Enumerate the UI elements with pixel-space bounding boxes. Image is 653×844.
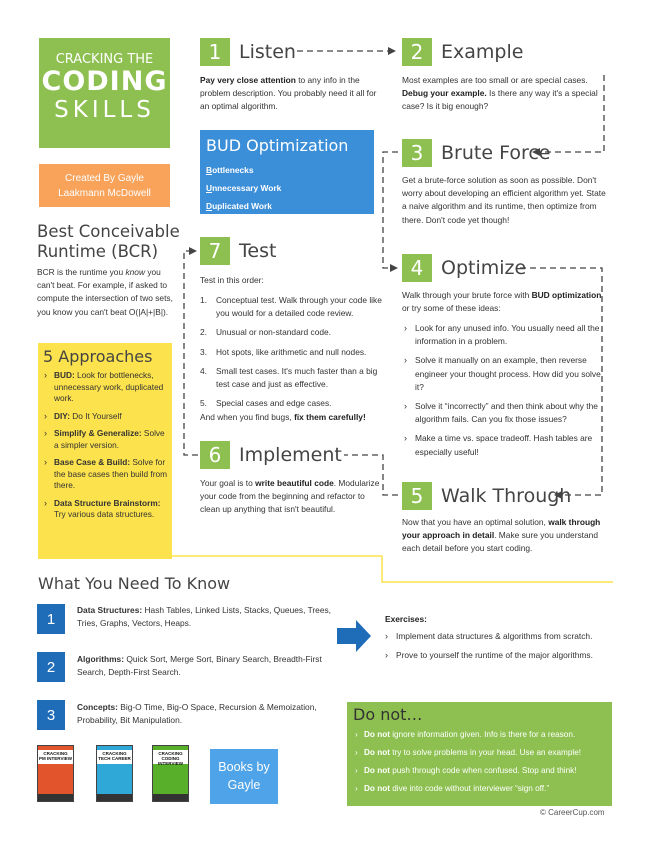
approach-item: › Simplify & Generalize: Solve a simpler version. bbox=[43, 428, 167, 451]
know-2-number: 2 bbox=[37, 652, 65, 682]
know-1-number: 1 bbox=[37, 604, 65, 634]
step-3-text: Get a brute-force solution as soon as possible. Don't worry about developing an efficient algorithm yet. State a naive algorithm and its runtime, then optimize from there. Don't code yet though! bbox=[402, 175, 606, 225]
do-not-item: › Do not ignore information given. Info is there for a reason. bbox=[353, 729, 606, 740]
do-not-item: › Do not try to solve problems in your head. Use an example! bbox=[353, 747, 606, 758]
test-list bbox=[200, 294, 382, 416]
created-by-badge bbox=[39, 164, 170, 207]
optimize-item: › Make a time vs. space tradeoff. Hash tables are especially useful! bbox=[402, 432, 607, 458]
logo-line3: SKILLS bbox=[54, 97, 155, 123]
exercises-arrow bbox=[337, 620, 371, 652]
optimize-item: › Solve it “incorrectly” and then think about why the algorithm fails. Can you fix those issues? bbox=[402, 400, 607, 426]
bud-title: BUD Optimization bbox=[206, 136, 349, 155]
step-1-text: Pay very close attention to any info in the problem description. You probably need it all for an optimal algorithm. bbox=[200, 75, 377, 112]
step-4-number: 4 bbox=[402, 254, 432, 282]
step-4-intro: Walk through your brute force with BUD optimization or try some of these ideas: bbox=[402, 290, 602, 314]
do-not-item: › Do not dive into code without interviewer “sign off.” bbox=[353, 783, 606, 794]
step-2-title: Example bbox=[441, 41, 524, 63]
created-by-line1: Created By Gayle bbox=[65, 173, 144, 184]
exercise-item: › Implement data structures & algorithms from scratch. bbox=[383, 630, 613, 643]
copyright: © CareerCup.com bbox=[540, 808, 605, 817]
approaches-title: 5 Approaches bbox=[43, 347, 153, 366]
know-3-number: 3 bbox=[37, 700, 65, 730]
approach-item: › Base Case & Build: Solve for the base cases then build from there. bbox=[43, 457, 167, 492]
do-not-box bbox=[347, 702, 612, 806]
logo-line1: CRACKING THE bbox=[55, 52, 154, 67]
approaches-box bbox=[38, 343, 172, 559]
books-by-gayle-button[interactable]: Books by Gayle bbox=[210, 749, 278, 804]
approach-item: › DIY: Do It Yourself bbox=[43, 411, 167, 423]
step-2-text: Most examples are too small or are special cases. Debug your example. Is there any way it's a special case? Is it big enough? bbox=[402, 75, 598, 112]
test-item: 4. Small test cases. It's much faster than a big test case and just as effective. bbox=[200, 365, 378, 390]
exercises-list bbox=[383, 630, 613, 668]
test-outro: And when you find bugs, fix them carefully! bbox=[200, 412, 366, 422]
exercise-item: › Prove to yourself the runtime of the major algorithms. bbox=[383, 649, 613, 662]
optimize-item: › Look for any unused info. You usually need all the information in a problem. bbox=[402, 322, 607, 348]
do-not-title: Do not… bbox=[353, 705, 423, 724]
know-2-text: Algorithms: Quick Sort, Merge Sort, Binary Search, Breadth-First Search, Depth-First Search. bbox=[77, 654, 322, 678]
created-by-line2: Laakmann McDowell bbox=[58, 188, 151, 199]
test-item: 1. Conceptual test. Walk through your code like you would for a detailed code review. bbox=[200, 295, 382, 319]
step-1-title: Listen bbox=[239, 41, 296, 63]
test-intro: Test in this order: bbox=[200, 275, 264, 285]
step-1-number: 1 bbox=[200, 38, 230, 66]
book-cover-pm-interview[interactable]: CRACKING PM INTERVIEW bbox=[37, 745, 74, 802]
approach-item: › Data Structure Brainstorm: Try various data structures. bbox=[43, 498, 167, 521]
step-6-title: Implement bbox=[239, 444, 342, 466]
exercises-title: Exercises: bbox=[385, 614, 427, 624]
bud-item-bottlenecks: Bottlenecks bbox=[206, 165, 254, 175]
test-item: 2. Unusual or non-standard code. bbox=[200, 327, 331, 338]
logo bbox=[39, 38, 170, 148]
step-6-number: 6 bbox=[200, 441, 230, 469]
book-cover-coding-interview[interactable]: CRACKING CODING INTERVIEW bbox=[152, 745, 189, 802]
bud-optimization-box bbox=[200, 130, 374, 214]
bud-item-duplicated: Duplicated Work bbox=[206, 201, 272, 211]
step-3-number: 3 bbox=[402, 139, 432, 167]
step-2-number: 2 bbox=[402, 38, 432, 66]
optimize-list bbox=[402, 322, 607, 465]
approach-item: › BUD: Look for bottlenecks, unnecessary work, duplicated work. bbox=[43, 370, 167, 405]
do-not-item: › Do not push through code when confused. Stop and think! bbox=[353, 765, 606, 776]
step-4-title: Optimize bbox=[441, 257, 527, 279]
step-3-title: Brute Force bbox=[441, 142, 551, 164]
bcr-text: BCR is the runtime you know you can't beat. For example, if asked to compute the intersection of two sets, you know you can't beat O(|A|+|B|). bbox=[37, 267, 173, 317]
step-7-title: Test bbox=[239, 240, 277, 262]
test-item: 5. Special cases and edge cases. bbox=[200, 398, 332, 409]
know-1-text: Data Structures: Hash Tables, Linked Lists, Stacks, Queues, Trees, Tries, Graphs, Vectors, Heaps. bbox=[77, 605, 331, 629]
step-6-text: Your goal is to write beautiful code. Modularize your code from the beginning and refactor to clean up anything that isn't beautiful. bbox=[200, 478, 380, 515]
step-7-number: 7 bbox=[200, 237, 230, 265]
logo-line2: CODING bbox=[41, 66, 168, 97]
know-title: What You Need To Know bbox=[38, 574, 231, 593]
test-item: 3. Hot spots, like arithmetic and null nodes. bbox=[200, 346, 367, 357]
know-3-text: Concepts: Big-O Time, Big-O Space, Recursion & Memoization, Probability, Bit Manipulation. bbox=[77, 702, 317, 726]
book-cover-tech-career[interactable]: CRACKING TECH CAREER bbox=[96, 745, 133, 802]
step-5-title: Walk Through bbox=[441, 485, 572, 507]
bud-item-unnecessary: Unnecessary Work bbox=[206, 183, 282, 193]
optimize-item: › Solve it manually on an example, then reverse engineer your thought process. How did you solve it? bbox=[402, 354, 607, 394]
step-5-text: Now that you have an optimal solution, walk through your approach in detail. Make sure you understand each detail before you start coding. bbox=[402, 517, 601, 554]
step-5-number: 5 bbox=[402, 482, 432, 510]
bcr-title: Best Conceivable Runtime (BCR) bbox=[37, 222, 180, 261]
